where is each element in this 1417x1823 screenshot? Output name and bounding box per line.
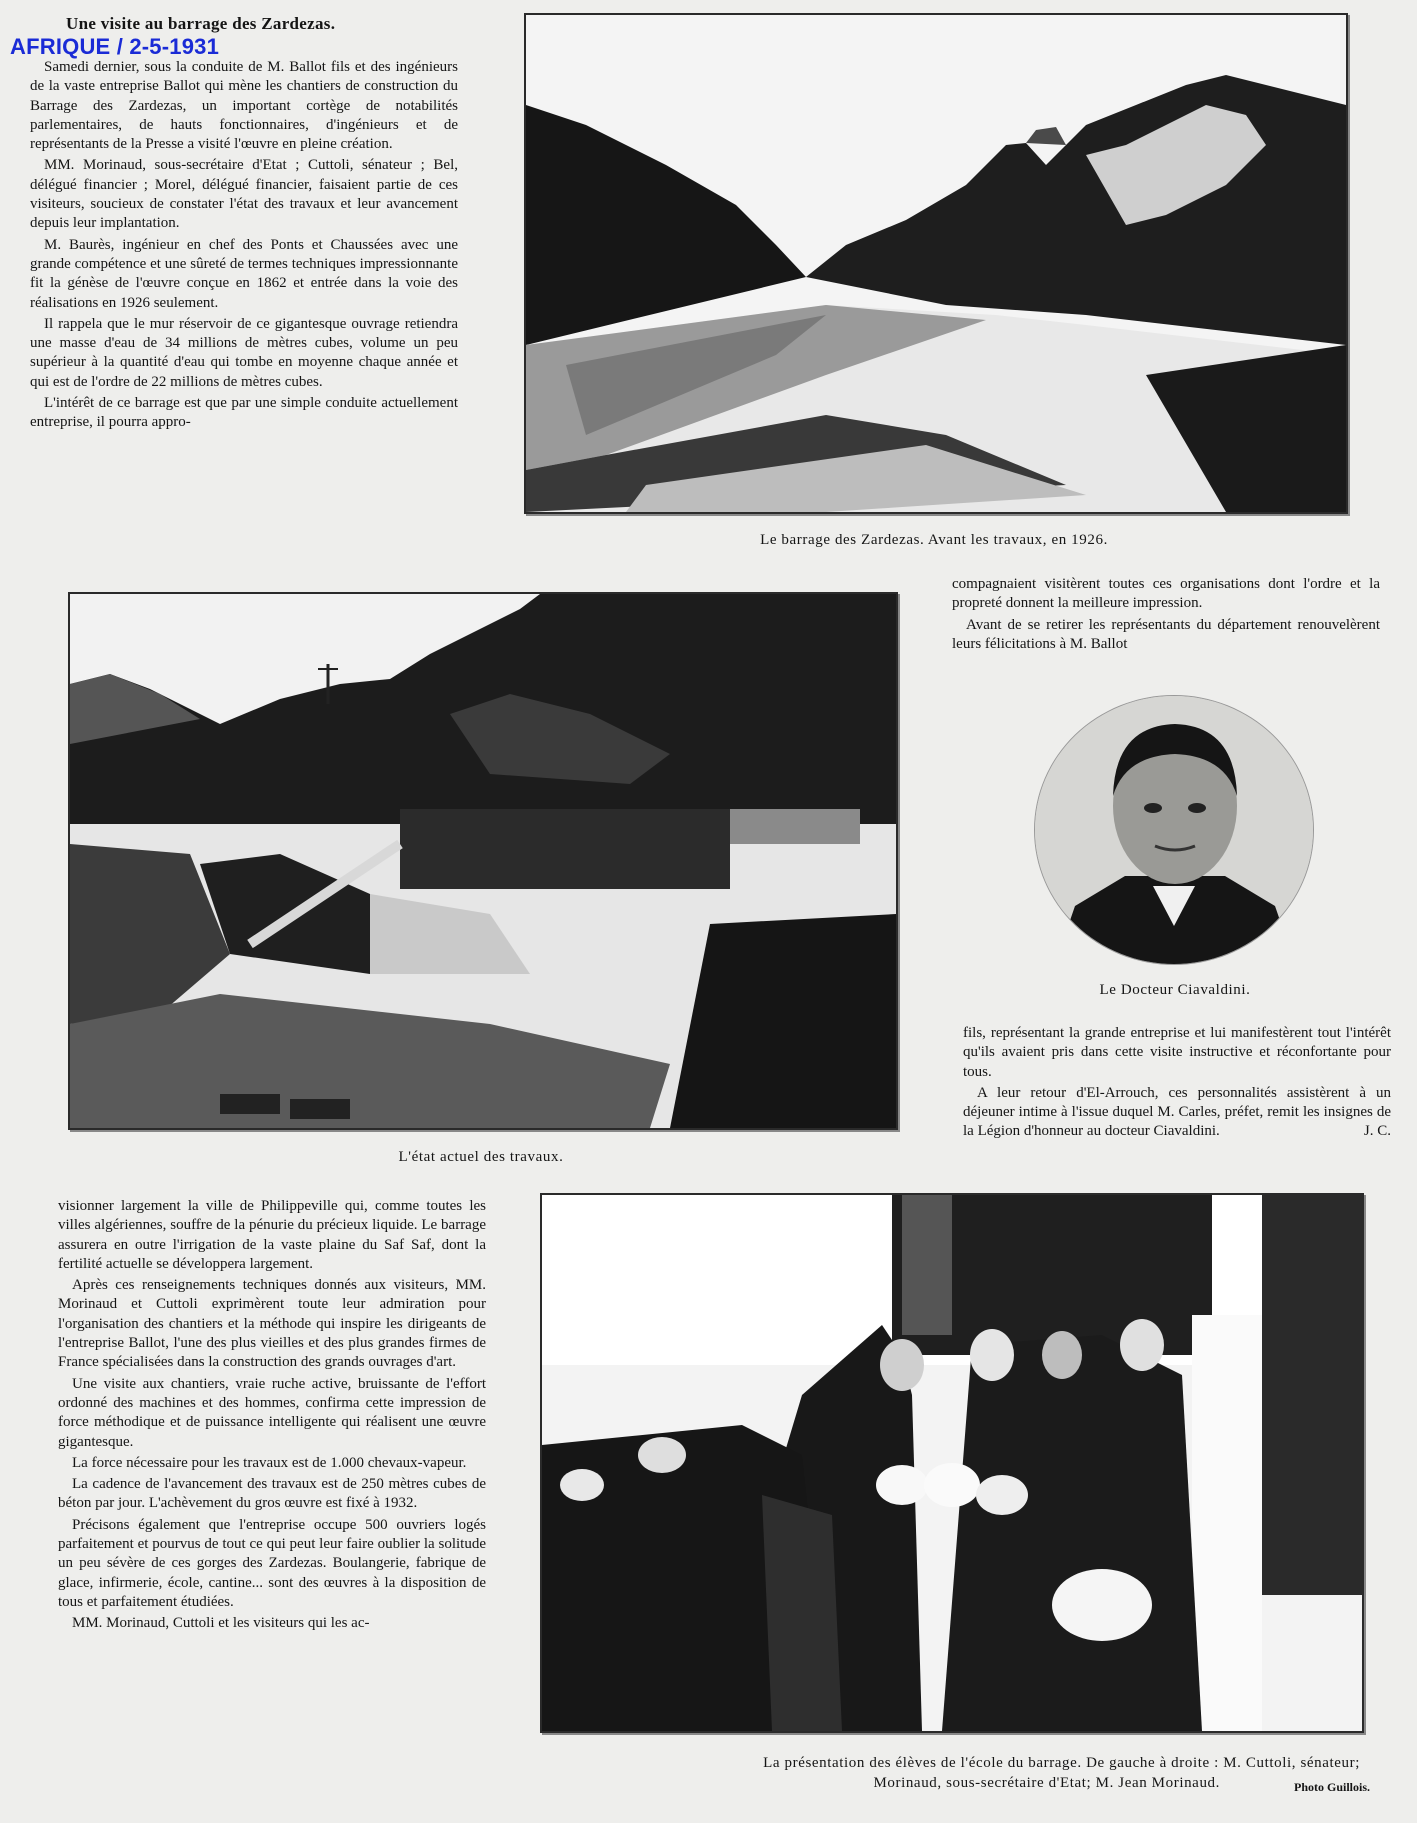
paragraph: Précisons également que l'entreprise occupe 500 ouvriers logés parfaitement et pourvus de tout ce qui peut leur faire oublier la solitude un peu sévère de ces gorges des Zardezas. Boulangerie, fabrique de glace, infirmerie, école, cantine... sont des œuvres à la disposition de tous et parfaitement étudiées.: [58, 1516, 486, 1610]
photo3-caption-line2: Morinaud, sous-secrétaire d'Etat; M. Jean Morinaud.: [873, 1775, 1220, 1791]
paragraph: visionner largement la ville de Philippeville qui, comme toutes les villes algériennes, souffre de la pénurie du précieux liquide. Le barrage assurera en outre l'irrigation de la vaste plaine du Saf Saf, dont la fertilité actuelle se développera largement.: [58, 1198, 486, 1272]
photo2-caption: L'état actuel des travaux.: [398, 1149, 564, 1165]
photo3-caption-line1: La présentation des élèves de l'école du barrage. De gauche à droite : M. Cuttoli, sénateur;: [763, 1755, 1360, 1771]
construction-illustration: [70, 594, 896, 1128]
paragraph-text: A leur retour d'El-Arrouch, ces personnalités assistèrent à un déjeuner intime à l'issue duquel M. Carles, préfet, remit les insignes de la Légion d'honneur au docteur Ciavaldini.: [963, 1084, 1391, 1140]
portrait-illustration: [1035, 696, 1313, 964]
article-title: Une visite au barrage des Zardezas.: [66, 14, 336, 33]
column-1: [30, 58, 458, 433]
portrait-photo: [1034, 695, 1314, 965]
crowd-illustration: [542, 1195, 1362, 1731]
paragraph: compagnaient visitèrent toutes ces organisations dont l'ordre et la propreté donnent la meilleure impression.: [952, 576, 1380, 612]
paragraph: L'intérêt de ce barrage est que par une simple conduite actuellement entreprise, il pourra appro-: [30, 395, 458, 431]
paragraph: La cadence de l'avancement des travaux est de 250 mètres cubes de béton par jour. L'achèvement du gros œuvre est fixé à 1932.: [58, 1476, 486, 1512]
photo-gorge-before-works: [524, 13, 1348, 514]
photo-construction-site: [68, 592, 898, 1130]
paragraph: Samedi dernier, sous la conduite de M. Ballot fils et des ingénieurs de la vaste entreprise Ballot qui mène les chantiers de construction du Barrage des Zardezas, un important cortège de notabilités parlementaires, de hauts fonctionnaires, d'ingénieurs et de représentants de la Presse a visité l'œuvre en pleine création.: [30, 59, 458, 153]
photo-school-presentation: [540, 1193, 1364, 1733]
author-initials: J. C.: [1363, 1123, 1391, 1140]
paragraph: fils, représentant la grande entreprise et lui manifestèrent tout l'intérêt qu'ils avaient pris dans cette visite instructive et réconfortante pour tous.: [963, 1025, 1391, 1080]
paragraph: [963, 1084, 1391, 1142]
photo1-caption: Le barrage des Zardezas. Avant les travaux, en 1926.: [760, 532, 1108, 548]
photo-credit: Photo Guillois.: [1294, 1780, 1371, 1794]
portrait-caption: Le Docteur Ciavaldini.: [1099, 982, 1251, 998]
column-3-lower: [963, 1024, 1391, 1142]
paragraph: Avant de se retirer les représentants du département renouvelèrent leurs félicitations à M. Ballot: [952, 616, 1380, 652]
paragraph: Une visite aux chantiers, vraie ruche active, bruissante de l'effort ordonné des machines et des hommes, confirma cette impression de force méthodique et de puissance intelligente qui réalisent une œuvre gigantesque.: [58, 1375, 486, 1450]
landscape-illustration: [526, 15, 1346, 512]
paragraph: M. Baurès, ingénieur en chef des Ponts et Chaussées avec une grande compétence et une sûreté de termes techniques impressionnante fit la génèse de l'œuvre conçue en 1862 et entrée dans la voie des réalisations en 1926 seulement.: [30, 236, 458, 311]
column-2: [58, 1197, 486, 1634]
archive-tag: AFRIQUE / 2-5-1931: [10, 34, 220, 59]
column-3-upper: [952, 575, 1380, 654]
paragraph: Il rappela que le mur réservoir de ce gigantesque ouvrage retiendra une masse d'eau de 34 millions de mètres cubes, volume un peu supérieur à la quantité d'eau qui tombe en moyenne chaque année et qui est de l'ordre de 22 millions de mètres cubes.: [30, 315, 458, 390]
paragraph: La force nécessaire pour les travaux est de 1.000 chevaux-vapeur.: [72, 1454, 467, 1471]
paragraph: MM. Morinaud, sous-secrétaire d'Etat ; Cuttoli, sénateur ; Bel, délégué financier ; Morel, délégué financier, faisaient partie de ces visiteurs, soucieux de constater l'état des travaux et leur avancement depuis leur implantation.: [30, 157, 458, 232]
paragraph: Après ces renseignements techniques donnés aux visiteurs, MM. Morinaud et Cuttoli exprimèrent toute leur admiration pour l'organisation des chantiers et la méthode qui inspire les dirigeants de l'entreprise Ballot, l'une des plus vieilles et des plus grandes firmes de France spécialisées dans la construction des grands ouvrages d'art.: [58, 1277, 486, 1371]
paragraph: MM. Morinaud, Cuttoli et les visiteurs qui les ac-: [72, 1615, 370, 1632]
